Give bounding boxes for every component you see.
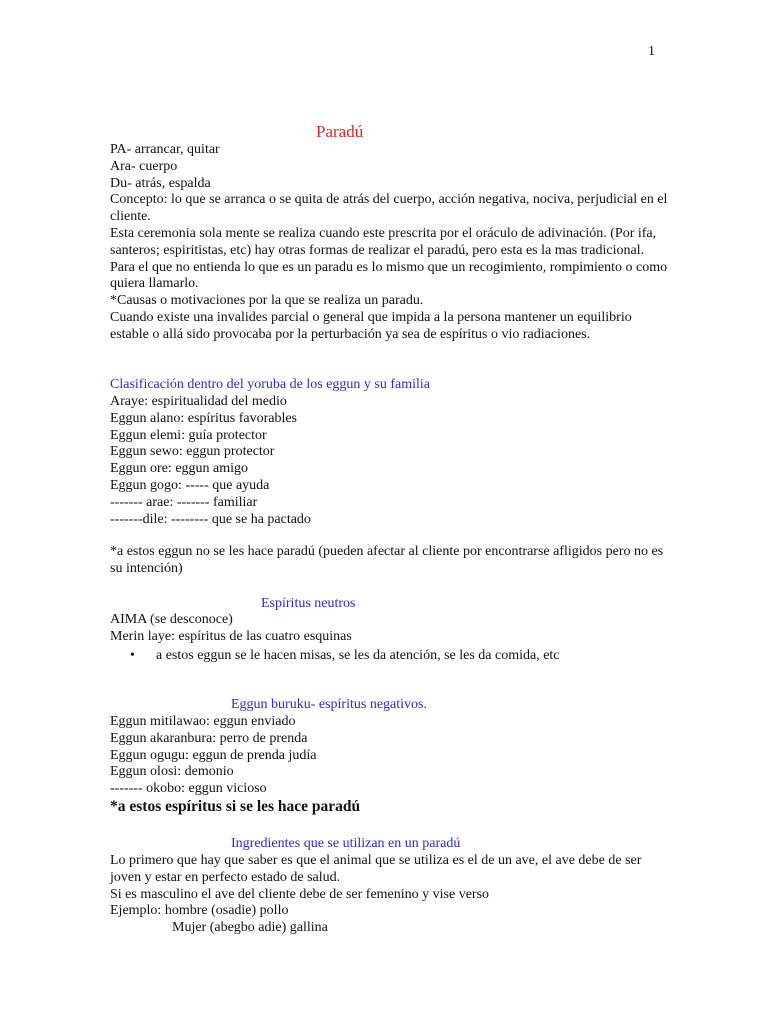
list-item: Eggun elemi: guía protector	[110, 427, 267, 443]
list-item: -------dile: -------- que se ha pactado	[110, 511, 311, 527]
bullet-icon: •	[130, 648, 135, 663]
classification-note: *a estos eggun no se les hace paradú (pueden afectar al cliente por encontrarse afligidos pero no es su intención)	[110, 544, 664, 576]
list-item: Eggun mitilawao: eggun enviado	[110, 714, 296, 729]
neutral-bullet-item	[130, 648, 560, 665]
document-title: Paradú	[316, 122, 364, 141]
classification-list	[110, 394, 670, 528]
definition-ara: Ara- cuerpo	[110, 158, 178, 174]
definition-pa: PA- arrancar, quitar	[110, 142, 220, 157]
ceremony-paragraph: Esta ceremonia sola mente se realiza cuando este prescrita por el oráculo de adivinación. (Por ifa, santeros; espiritistas, etc) hay otras formas de realizar el paradú, pero esta es la mas tradicional. Para el que no entienda lo que es un paradu es lo mismo que un recogimiento, rompimiento o como quiera llamarlo.	[110, 225, 668, 292]
causes-line: *Causas o motivaciones por la que se realiza un paradu.	[110, 293, 424, 309]
list-item: Eggun sewo: eggun protector	[110, 444, 275, 460]
list-item: Eggun alano: espíritus favorables	[110, 410, 298, 426]
bullet-text: a estos eggun se le hacen misas, se les da atención, se les da comida, etc	[156, 648, 560, 663]
neutral-heading: Espíritus neutros	[261, 596, 356, 611]
ingredients-example: Ejemplo: hombre (osadie) pollo	[110, 903, 289, 919]
neutral-list	[110, 612, 670, 646]
list-item: Araye: espiritualidad del medio	[110, 394, 287, 409]
list-item: Eggun olosi: demonio	[110, 764, 234, 780]
list-item: Eggun ogugu: eggun de prenda judía	[110, 747, 317, 763]
negative-heading: Eggun buruku- espíritus negativos.	[231, 697, 427, 712]
classification-heading: Clasificación dentro del yoruba de los eggun y su familia	[110, 377, 430, 392]
ingredients-line: Si es masculino el ave del cliente debe de ser femenino y vise verso	[110, 886, 490, 902]
concept-paragraph: Concepto: lo que se arranca o se quita de atrás del cuerpo, acción negativa, nociva, perjudicial en el cliente.	[110, 192, 668, 225]
ingredients-example-indented: Mujer (abegbo adie) gallina	[172, 920, 328, 936]
ingredients-heading: Ingredientes que se utilizan en un paradú	[231, 836, 461, 851]
list-item: Eggun akaranbura: perro de prenda	[110, 730, 308, 746]
intro-section	[110, 142, 670, 344]
list-item: Eggun gogo: ----- que ayuda	[110, 477, 270, 493]
page-number: 1	[648, 44, 655, 59]
ingredients-section	[110, 853, 670, 937]
list-item: Merin laye: espíritus de las cuatro esquinas	[110, 628, 352, 644]
list-item: ------- arae: ------- familiar	[110, 494, 258, 510]
list-item: AIMA (se desconoce)	[110, 612, 233, 627]
list-item: ------- okobo: eggun vicioso	[110, 781, 267, 797]
list-item: Eggun ore: eggun amigo	[110, 461, 249, 477]
negative-list	[110, 714, 670, 798]
negative-emphasis: *a estos espíritus si se les hace paradú	[110, 798, 361, 815]
invalidity-paragraph: Cuando existe una invalides parcial o general que impida a la persona mantener un equilibrio estable o allá sido provocaba por la perturbación ya sea de espíritus o vio radiaciones.	[110, 309, 632, 342]
definition-du: Du- atrás, espalda	[110, 175, 211, 191]
ingredients-paragraph: Lo primero que hay que saber es que el animal que se utiliza es el de un ave, el ave debe de ser joven y estar en perfecto estado de salud.	[110, 853, 642, 885]
